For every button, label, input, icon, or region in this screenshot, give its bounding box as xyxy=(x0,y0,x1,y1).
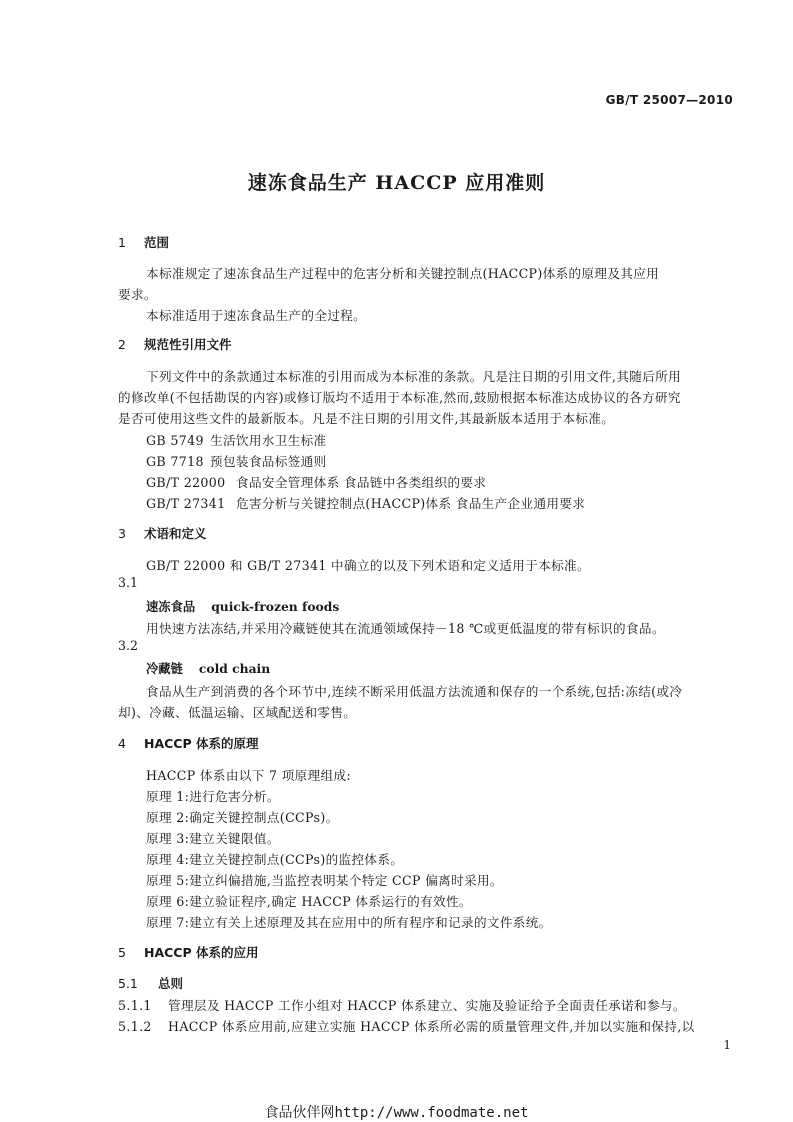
term-entry xyxy=(146,597,339,615)
paragraph-line: GB/T 22000 和 GB/T 27341 中确立的以及下列术语和定义适用于本标准。 xyxy=(146,558,590,573)
clause-number: 5.1.1 xyxy=(118,998,152,1013)
principle-item: 原理 2:确定关键控制点(CCPs)。 xyxy=(146,810,339,825)
footer-watermark: 食品伙伴网http://www.foodmate.net xyxy=(264,1105,529,1121)
reference-title: 危害分析与关键控制点(HACCP)体系 食品生产企业通用要求 xyxy=(236,496,586,511)
section-3-heading xyxy=(118,524,207,542)
section-number: 5 xyxy=(118,945,126,960)
section-title: 术语和定义 xyxy=(144,526,207,541)
clause-line xyxy=(118,1016,695,1035)
section-5-heading xyxy=(118,943,259,961)
section-title: HACCP 体系的应用 xyxy=(144,945,259,960)
paragraph-line: 是否可使用这些文件的最新版本。凡是不注日期的引用文件,其最新版本适用于本标准。 xyxy=(118,411,615,426)
principle-item: 原理 5:建立纠偏措施,当监控表明某个特定 CCP 偏离时采用。 xyxy=(146,873,503,888)
section-2-heading xyxy=(118,335,232,353)
page-number: 1 xyxy=(723,1038,731,1052)
reference-code: GB 5749 xyxy=(146,433,204,448)
paragraph-line: HACCP 体系由以下 7 项原理组成: xyxy=(146,768,352,783)
reference-item xyxy=(146,430,327,449)
section-number: 1 xyxy=(118,235,126,250)
section-number: 2 xyxy=(118,337,126,352)
term-english: cold chain xyxy=(198,661,271,676)
principle-item: 原理 6:建立验证程序,确定 HACCP 体系运行的有效性。 xyxy=(146,894,472,909)
section-1-heading xyxy=(118,233,169,251)
principle-item: 原理 3:建立关键限值。 xyxy=(146,831,280,846)
term-number: 3.2 xyxy=(118,638,139,653)
principle-item: 原理 1:进行危害分析。 xyxy=(146,789,280,804)
section-4-heading xyxy=(118,734,259,752)
clause-number: 5.1.2 xyxy=(118,1019,152,1034)
reference-item xyxy=(146,493,585,512)
subsection-title: 总则 xyxy=(158,976,184,991)
term-chinese: 速冻食品 xyxy=(146,600,196,614)
paragraph-line: 本标准适用于速冻食品生产的全过程。 xyxy=(146,308,367,323)
term-chinese: 冷藏链 xyxy=(146,662,183,676)
reference-title: 预包装食品标签通则 xyxy=(210,454,327,469)
reference-title: 生活饮用水卫生标准 xyxy=(210,433,327,448)
paragraph-line: 下列文件中的条款通过本标准的引用而成为本标准的条款。凡是注日期的引用文件,其随后所用 xyxy=(146,369,682,384)
clause-text: 管理层及 HACCP 工作小组对 HACCP 体系建立、实施及验证给予全面责任承诺和参与。 xyxy=(168,998,686,1013)
section-number: 3 xyxy=(118,526,126,541)
paragraph-line: 本标准规定了速冻食品生产过程中的危害分析和关键控制点(HACCP)体系的原理及其应用 xyxy=(146,266,660,281)
subsection-heading xyxy=(118,974,183,992)
document-title: 速冻食品生产 HACCP 应用准则 xyxy=(247,172,546,194)
section-number: 4 xyxy=(118,736,126,751)
clause-line xyxy=(118,995,686,1014)
section-title: HACCP 体系的原理 xyxy=(144,736,259,751)
reference-item xyxy=(146,451,327,470)
term-number: 3.1 xyxy=(118,575,139,590)
reference-item xyxy=(146,472,486,491)
principle-item: 原理 7:建立有关上述原理及其在应用中的所有程序和记录的文件系统。 xyxy=(146,915,552,930)
reference-title: 食品安全管理体系 食品链中各类组织的要求 xyxy=(236,475,487,490)
clause-text: HACCP 体系应用前,应建立实施 HACCP 体系所必需的质量管理文件,并加以实施和保持,以 xyxy=(168,1019,695,1034)
paragraph-line: 要求。 xyxy=(118,287,157,302)
reference-code: GB/T 22000 xyxy=(146,475,226,490)
section-title: 规范性引用文件 xyxy=(144,337,232,352)
paragraph-line: 的修改单(不包括勘误的内容)或修订版均不适用于本标准,然而,鼓励根据本标准达成协议的各方研究 xyxy=(118,390,681,405)
term-english: quick-frozen foods xyxy=(211,599,340,614)
term-definition-line: 食品从生产到消费的各个环节中,连续不断采用低温方法流通和保存的一个系统,包括:冻结(或冷 xyxy=(146,684,683,699)
principle-item: 原理 4:建立关键控制点(CCPs)的监控体系。 xyxy=(146,852,404,867)
reference-code: GB 7718 xyxy=(146,454,204,469)
subsection-number: 5.1 xyxy=(118,976,138,991)
reference-code: GB/T 27341 xyxy=(146,496,226,511)
term-definition-line: 却)、冷藏、低温运输、区域配送和零售。 xyxy=(118,705,357,720)
standard-number: GB/T 25007—2010 xyxy=(605,93,733,107)
section-title: 范围 xyxy=(144,235,170,250)
term-entry xyxy=(146,659,270,677)
term-definition: 用快速方法冻结,并采用冷藏链使其在流通领域保持－18 ℃或更低温度的带有标识的食品。 xyxy=(146,621,665,636)
